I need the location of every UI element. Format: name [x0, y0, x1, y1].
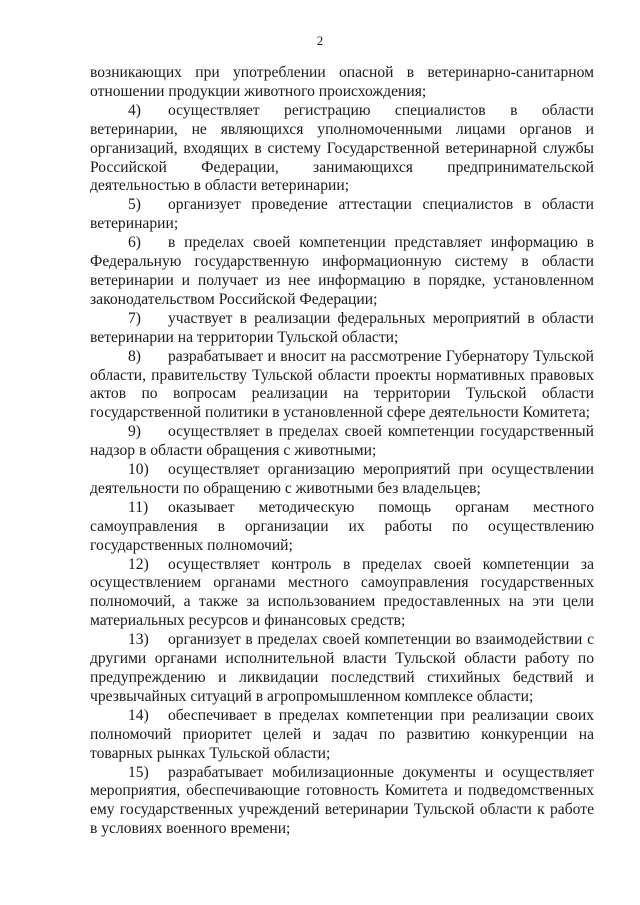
item-number: 14): [128, 706, 149, 724]
item-number: 8): [128, 347, 141, 365]
item-number: 10): [128, 461, 149, 479]
list-item: [90, 196, 594, 234]
item-text: организует в пределах своей компетенции во взаимодействии с другими органами исполнительной власти Тульской области работу по предупреждению и ликвидации последствий стихийных бедствий и чрезвычайных ситуаций в агропромышленном комплексе области;: [90, 631, 594, 705]
item-text: осуществляет контроль в пределах своей компетенции за осуществлением органами местного самоуправления государственных полномочий, а также за использованием предоставленных на эти цели материальных ресурсов и финансовых средств;: [90, 555, 594, 630]
document-body: [90, 64, 594, 839]
list-item: [90, 556, 594, 632]
list-item: [90, 764, 594, 840]
list-item: [90, 461, 594, 499]
item-text: разрабатывает мобилизационные документы и осуществляет мероприятия, обеспечивающие готовность Комитета и подведомственных ему государственных учреждений ветеринарии Тульской области к работе в условиях военного времени;: [90, 763, 594, 838]
item-text: осуществляет регистрацию специалистов в области ветеринарии, не являющихся уполномоченными лицами органов и организаций, входящих в систему Государственной ветеринарной службы Российской Федерации, занимающихся предпринимательской деятельностью в области ветеринарии;: [90, 101, 594, 195]
page-number: 2: [316, 33, 324, 48]
item-text: участвует в реализации федеральных мероприятий в области ветеринарии на территории Тульской области;: [90, 309, 594, 346]
item-text: осуществляет в пределах своей компетенции государственный надзор в области обращения с животными;: [90, 423, 594, 460]
item-number: 15): [128, 763, 149, 781]
item-text: разрабатывает и вносит на рассмотрение Губернатору Тульской области, правительству Тульской области проекты нормативных правовых актов по вопросам реализации на территории Тульской области государственной политики в установленной сфере деятельности Комитета;: [90, 347, 594, 422]
item-list: [90, 102, 594, 839]
item-text: осуществляет организацию мероприятий при осуществлении деятельности по обращению с животными без владельцев;: [90, 461, 594, 497]
list-item: [90, 631, 594, 707]
item-number: 13): [128, 631, 149, 649]
list-item: [90, 499, 594, 556]
item-text: обеспечивает в пределах компетенции при реализации своих полномочий приоритет целей и задач по развитию конкуренции на товарных рынках Тульской области;: [90, 706, 594, 762]
item-text: организует проведение аттестации специалистов в области ветеринарии;: [90, 196, 594, 233]
list-item: [90, 234, 594, 310]
item-number: 9): [128, 423, 141, 441]
item-number: 7): [128, 309, 141, 327]
item-number: 11): [128, 498, 149, 516]
list-item: [90, 310, 594, 348]
item-text: в пределах своей компетенции представляет информацию в Федеральную государственную информационную систему в области ветеринарии и получает из нее информацию в порядке, установленном законодательством Российской Федерации;: [90, 234, 594, 308]
item-number: 5): [128, 196, 141, 214]
list-item: [90, 423, 594, 461]
item-text: оказывает методическую помощь органам местного самоуправления в организации их работы по осуществлению государственных полномочий;: [90, 498, 594, 554]
item-number: 4): [128, 101, 141, 119]
list-item: [90, 102, 594, 197]
list-item: [90, 707, 594, 764]
continuation-paragraph: возникающих при употреблении опасной в ветеринарно-санитарном отношении продукции животного происхождения;: [90, 64, 594, 100]
list-item: [90, 348, 594, 424]
item-number: 12): [128, 555, 149, 573]
item-number: 6): [128, 234, 141, 252]
